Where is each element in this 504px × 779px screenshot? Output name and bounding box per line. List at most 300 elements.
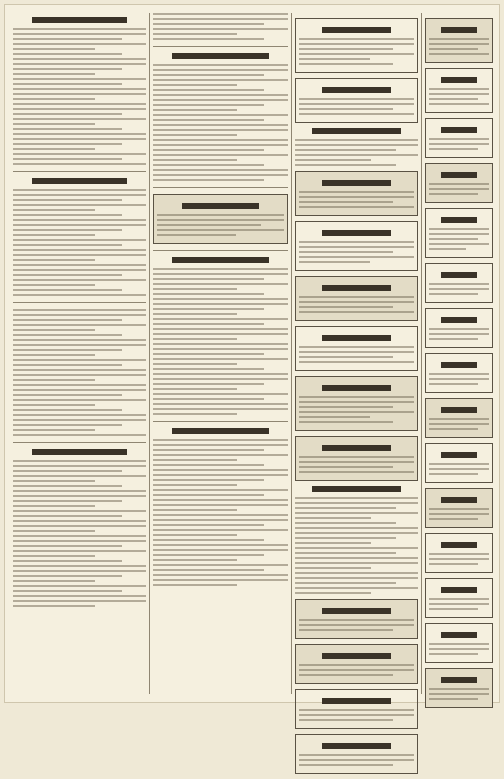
text-line-placeholder: [13, 535, 146, 537]
text-line-placeholder: [429, 143, 489, 145]
text-line-placeholder: [429, 53, 489, 55]
text-line-placeholder: [295, 557, 418, 559]
text-line-placeholder: [13, 319, 122, 321]
text-line-placeholder: [429, 563, 478, 565]
heading-placeholder: [322, 653, 391, 659]
text-line-placeholder: [153, 84, 237, 86]
heading-placeholder: [322, 27, 391, 33]
advertisement-box: [295, 326, 418, 371]
advertisement-box: [425, 263, 493, 303]
text-line-placeholder: [429, 328, 489, 330]
text-line-placeholder: [153, 293, 264, 295]
text-line-placeholder: [299, 719, 393, 721]
text-line-placeholder: [429, 188, 489, 190]
text-line-placeholder: [157, 214, 284, 216]
text-line-placeholder: [13, 249, 146, 251]
text-line-placeholder: [299, 241, 414, 243]
text-line-placeholder: [153, 33, 237, 35]
text-line-placeholder: [13, 414, 146, 416]
text-line-placeholder: [153, 23, 264, 25]
text-line-placeholder: [295, 139, 418, 141]
text-line-placeholder: [299, 466, 393, 468]
text-line-placeholder: [153, 283, 288, 285]
text-line-placeholder: [153, 479, 264, 481]
text-line-placeholder: [299, 396, 414, 398]
heading-placeholder: [322, 87, 391, 93]
text-line-placeholder: [429, 643, 489, 645]
text-line-placeholder: [153, 459, 237, 461]
text-line-placeholder: [13, 83, 122, 85]
text-line-placeholder: [429, 48, 478, 50]
text-line-placeholder: [13, 88, 146, 90]
text-line-placeholder: [299, 311, 414, 313]
text-line-placeholder: [429, 418, 489, 420]
column-4: [425, 13, 493, 713]
text-line-placeholder: [299, 356, 393, 358]
text-line-placeholder: [299, 411, 414, 413]
text-line-placeholder: [153, 534, 237, 536]
text-line-placeholder: [157, 234, 236, 236]
text-line-placeholder: [295, 154, 418, 156]
text-line-placeholder: [153, 288, 237, 290]
text-line-placeholder: [429, 283, 489, 285]
heading-placeholder: [172, 257, 269, 263]
text-line-placeholder: [13, 460, 146, 462]
text-line-placeholder: [153, 449, 264, 451]
text-line-placeholder: [13, 53, 122, 55]
text-line-placeholder: [13, 98, 95, 100]
section-divider: [153, 46, 288, 47]
text-line-placeholder: [153, 303, 288, 305]
text-line-placeholder: [13, 399, 146, 401]
text-line-placeholder: [429, 373, 489, 375]
text-line-placeholder: [153, 393, 288, 395]
text-line-placeholder: [13, 570, 146, 572]
text-line-placeholder: [13, 525, 146, 527]
text-line-placeholder: [13, 389, 146, 391]
text-line-placeholder: [13, 73, 95, 75]
column-3: [295, 13, 418, 779]
text-line-placeholder: [153, 413, 237, 415]
text-line-placeholder: [153, 38, 264, 40]
text-line-placeholder: [13, 274, 122, 276]
text-line-placeholder: [299, 461, 414, 463]
text-line-placeholder: [13, 28, 146, 30]
text-line-placeholder: [299, 196, 414, 198]
text-line-placeholder: [153, 408, 288, 410]
text-line-placeholder: [13, 48, 95, 50]
text-line-placeholder: [299, 191, 414, 193]
text-line-placeholder: [153, 338, 237, 340]
text-line-placeholder: [13, 520, 146, 522]
text-line-placeholder: [13, 199, 122, 201]
text-line-placeholder: [299, 63, 393, 65]
text-line-placeholder: [429, 558, 489, 560]
text-line-placeholder: [295, 592, 371, 594]
text-line-placeholder: [157, 224, 261, 226]
text-line-placeholder: [295, 562, 418, 564]
section-divider: [13, 171, 146, 172]
text-line-placeholder: [13, 194, 146, 196]
column-rule: [291, 13, 292, 694]
text-line-placeholder: [13, 369, 146, 371]
section-divider: [153, 187, 288, 188]
text-line-placeholder: [153, 313, 237, 315]
advertisement-box: [425, 443, 493, 483]
text-line-placeholder: [153, 524, 264, 526]
text-line-placeholder: [299, 416, 370, 418]
text-line-placeholder: [13, 475, 146, 477]
text-line-placeholder: [157, 229, 284, 231]
text-line-placeholder: [13, 500, 122, 502]
text-line-placeholder: [13, 575, 122, 577]
text-line-placeholder: [429, 228, 489, 230]
text-line-placeholder: [299, 759, 414, 761]
text-line-placeholder: [299, 261, 370, 263]
text-line-placeholder: [13, 33, 146, 35]
text-line-placeholder: [299, 246, 414, 248]
text-line-placeholder: [13, 349, 122, 351]
text-line-placeholder: [13, 404, 95, 406]
text-line-placeholder: [429, 698, 478, 700]
advertisement-box: [425, 353, 493, 393]
text-line-placeholder: [13, 419, 146, 421]
text-line-placeholder: [13, 163, 146, 165]
text-line-placeholder: [299, 674, 393, 676]
text-line-placeholder: [429, 648, 489, 650]
text-line-placeholder: [299, 301, 414, 303]
text-line-placeholder: [153, 134, 237, 136]
heading-placeholder: [322, 230, 391, 236]
text-line-placeholder: [13, 605, 95, 607]
text-line-placeholder: [299, 669, 414, 671]
text-line-placeholder: [13, 123, 95, 125]
text-line-placeholder: [429, 428, 478, 430]
text-line-placeholder: [13, 93, 146, 95]
text-line-placeholder: [299, 251, 393, 253]
text-line-placeholder: [429, 688, 489, 690]
text-line-placeholder: [153, 574, 288, 576]
heading-placeholder: [312, 486, 401, 492]
text-line-placeholder: [429, 598, 489, 600]
text-line-placeholder: [299, 296, 414, 298]
text-line-placeholder: [13, 565, 146, 567]
text-line-placeholder: [13, 495, 146, 497]
text-line-placeholder: [299, 471, 414, 473]
text-line-placeholder: [153, 544, 288, 546]
text-line-placeholder: [153, 174, 288, 176]
text-line-placeholder: [295, 587, 418, 589]
advertisement-box: [295, 221, 418, 271]
section-divider: [13, 442, 146, 443]
text-line-placeholder: [13, 113, 122, 115]
text-line-placeholder: [13, 329, 95, 331]
text-line-placeholder: [153, 529, 288, 531]
text-line-placeholder: [429, 508, 489, 510]
text-line-placeholder: [153, 169, 288, 171]
text-line-placeholder: [13, 434, 146, 436]
text-line-placeholder: [13, 209, 95, 211]
text-line-placeholder: [13, 294, 146, 296]
text-line-placeholder: [13, 234, 95, 236]
text-line-placeholder: [13, 470, 122, 472]
heading-placeholder: [32, 178, 128, 184]
text-line-placeholder: [153, 74, 264, 76]
heading-placeholder: [441, 217, 477, 223]
text-line-placeholder: [295, 547, 418, 549]
text-line-placeholder: [153, 13, 288, 15]
text-line-placeholder: [13, 555, 95, 557]
text-line-placeholder: [13, 354, 95, 356]
advertisement-box: [425, 208, 493, 258]
text-line-placeholder: [429, 513, 489, 515]
advertisement-box: [425, 488, 493, 528]
text-line-placeholder: [153, 119, 264, 121]
text-line-placeholder: [295, 517, 371, 519]
text-line-placeholder: [429, 38, 489, 40]
text-line-placeholder: [13, 595, 146, 597]
text-line-placeholder: [13, 429, 95, 431]
advertisement-box: [425, 533, 493, 573]
heading-placeholder: [441, 127, 477, 133]
text-line-placeholder: [429, 603, 489, 605]
text-line-placeholder: [13, 480, 95, 482]
heading-placeholder: [312, 128, 401, 134]
text-line-placeholder: [299, 351, 414, 353]
text-line-placeholder: [153, 273, 288, 275]
text-line-placeholder: [429, 473, 478, 475]
text-line-placeholder: [153, 64, 288, 66]
text-line-placeholder: [299, 361, 414, 363]
text-line-placeholder: [429, 693, 489, 695]
text-line-placeholder: [13, 214, 122, 216]
heading-placeholder: [322, 608, 391, 614]
text-line-placeholder: [13, 600, 146, 602]
text-line-placeholder: [153, 99, 288, 101]
text-line-placeholder: [153, 179, 264, 181]
text-line-placeholder: [295, 537, 396, 539]
text-line-placeholder: [153, 333, 288, 335]
text-line-placeholder: [299, 43, 414, 45]
text-line-placeholder: [153, 308, 264, 310]
advertisement-box: [295, 689, 418, 729]
text-line-placeholder: [299, 206, 414, 208]
text-line-placeholder: [153, 18, 288, 20]
text-line-placeholder: [429, 43, 489, 45]
text-line-placeholder: [13, 78, 146, 80]
text-line-placeholder: [153, 358, 288, 360]
text-line-placeholder: [429, 183, 489, 185]
advertisement-box: [425, 18, 493, 63]
text-line-placeholder: [13, 189, 146, 191]
heading-placeholder: [182, 203, 258, 209]
text-line-placeholder: [153, 569, 264, 571]
text-line-placeholder: [153, 363, 237, 365]
text-line-placeholder: [153, 398, 264, 400]
text-line-placeholder: [13, 158, 122, 160]
text-line-placeholder: [13, 133, 146, 135]
column-2: [153, 13, 288, 589]
text-line-placeholder: [153, 549, 288, 551]
text-line-placeholder: [13, 153, 146, 155]
text-line-placeholder: [13, 279, 146, 281]
heading-placeholder: [441, 587, 477, 593]
advertisement-box: [153, 194, 288, 244]
text-line-placeholder: [13, 264, 146, 266]
text-line-placeholder: [13, 224, 146, 226]
text-line-placeholder: [429, 653, 478, 655]
text-line-placeholder: [13, 374, 146, 376]
text-line-placeholder: [299, 709, 414, 711]
advertisement-box: [295, 171, 418, 216]
text-line-placeholder: [295, 502, 418, 504]
advertisement-box: [295, 734, 418, 774]
text-line-placeholder: [13, 63, 146, 65]
text-line-placeholder: [13, 138, 146, 140]
text-line-placeholder: [299, 306, 393, 308]
text-line-placeholder: [13, 490, 146, 492]
advertisement-box: [425, 578, 493, 618]
text-line-placeholder: [13, 540, 146, 542]
text-line-placeholder: [299, 629, 393, 631]
heading-placeholder: [441, 452, 477, 458]
text-line-placeholder: [153, 323, 264, 325]
text-line-placeholder: [153, 444, 288, 446]
text-line-placeholder: [13, 545, 122, 547]
advertisement-box: [295, 376, 418, 431]
text-line-placeholder: [13, 485, 122, 487]
advertisement-box: [295, 599, 418, 639]
advertisement-box: [295, 78, 418, 123]
text-line-placeholder: [153, 514, 288, 516]
text-line-placeholder: [13, 465, 146, 467]
text-line-placeholder: [295, 577, 418, 579]
text-line-placeholder: [13, 530, 95, 532]
text-line-placeholder: [13, 359, 146, 361]
text-line-placeholder: [13, 590, 122, 592]
text-line-placeholder: [13, 309, 146, 311]
text-line-placeholder: [429, 138, 489, 140]
text-line-placeholder: [153, 484, 237, 486]
advertisement-box: [295, 18, 418, 73]
newspaper-page: [4, 4, 500, 703]
column-rule: [421, 13, 422, 694]
text-line-placeholder: [13, 505, 95, 507]
text-line-placeholder: [13, 550, 146, 552]
text-line-placeholder: [153, 584, 237, 586]
text-line-placeholder: [153, 373, 288, 375]
text-line-placeholder: [295, 144, 418, 146]
text-line-placeholder: [13, 68, 122, 70]
column-1: [13, 13, 146, 610]
text-line-placeholder: [295, 149, 396, 151]
text-line-placeholder: [295, 522, 396, 524]
text-line-placeholder: [429, 148, 478, 150]
text-line-placeholder: [153, 439, 288, 441]
text-line-placeholder: [13, 58, 146, 60]
text-line-placeholder: [295, 159, 371, 161]
text-line-placeholder: [13, 239, 146, 241]
text-line-placeholder: [153, 139, 288, 141]
text-line-placeholder: [299, 714, 414, 716]
text-line-placeholder: [153, 378, 288, 380]
heading-placeholder: [322, 698, 391, 704]
heading-placeholder: [322, 445, 391, 451]
heading-placeholder: [32, 449, 128, 455]
text-line-placeholder: [299, 421, 393, 423]
heading-placeholder: [441, 632, 477, 638]
text-line-placeholder: [299, 619, 414, 621]
text-line-placeholder: [295, 567, 371, 569]
text-line-placeholder: [153, 159, 237, 161]
text-line-placeholder: [13, 364, 122, 366]
text-line-placeholder: [153, 343, 288, 345]
text-line-placeholder: [429, 93, 489, 95]
text-line-placeholder: [299, 103, 414, 105]
text-line-placeholder: [429, 518, 478, 520]
text-line-placeholder: [299, 256, 414, 258]
text-line-placeholder: [295, 582, 396, 584]
text-line-placeholder: [153, 474, 288, 476]
text-line-placeholder: [13, 384, 146, 386]
text-line-placeholder: [429, 608, 478, 610]
text-line-placeholder: [13, 334, 122, 336]
advertisement-box: [295, 436, 418, 481]
heading-placeholder: [322, 180, 391, 186]
text-line-placeholder: [153, 383, 264, 385]
text-line-placeholder: [299, 108, 393, 110]
advertisement-box: [425, 668, 493, 708]
text-line-placeholder: [153, 469, 288, 471]
text-line-placeholder: [153, 539, 264, 541]
heading-placeholder: [322, 385, 391, 391]
text-line-placeholder: [429, 88, 489, 90]
text-line-placeholder: [13, 324, 146, 326]
text-line-placeholder: [299, 764, 393, 766]
text-line-placeholder: [429, 553, 489, 555]
advertisement-box: [425, 68, 493, 113]
text-line-placeholder: [295, 542, 371, 544]
text-line-placeholder: [299, 401, 414, 403]
text-line-placeholder: [299, 664, 414, 666]
text-line-placeholder: [13, 284, 95, 286]
text-line-placeholder: [153, 79, 288, 81]
text-line-placeholder: [429, 383, 478, 385]
text-line-placeholder: [13, 128, 122, 130]
text-line-placeholder: [153, 109, 237, 111]
text-line-placeholder: [299, 58, 370, 60]
text-line-placeholder: [153, 454, 288, 456]
text-line-placeholder: [153, 564, 288, 566]
text-line-placeholder: [13, 219, 146, 221]
text-line-placeholder: [13, 515, 122, 517]
text-line-placeholder: [153, 114, 288, 116]
text-line-placeholder: [153, 129, 288, 131]
text-line-placeholder: [13, 143, 122, 145]
text-line-placeholder: [295, 552, 396, 554]
heading-placeholder: [441, 77, 477, 83]
text-line-placeholder: [153, 519, 288, 521]
text-line-placeholder: [13, 344, 146, 346]
text-line-placeholder: [295, 164, 396, 166]
heading-placeholder: [441, 677, 477, 683]
text-line-placeholder: [429, 103, 489, 105]
heading-placeholder: [441, 407, 477, 413]
heading-placeholder: [441, 272, 477, 278]
text-line-placeholder: [153, 268, 288, 270]
heading-placeholder: [172, 428, 269, 434]
text-line-placeholder: [153, 554, 264, 556]
